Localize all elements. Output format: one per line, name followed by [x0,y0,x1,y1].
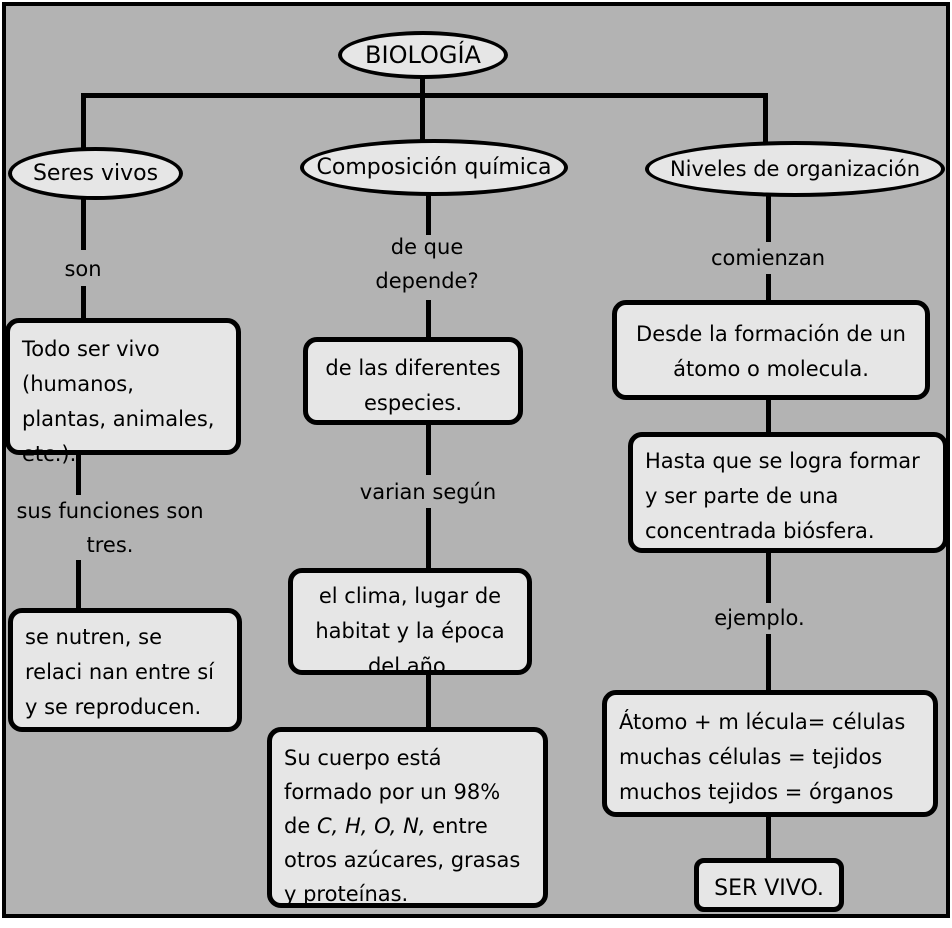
connector-line [81,199,86,250]
node-cuerpo-98-formula: C, H, O, N, [316,814,426,838]
edge-label-comienzan-text: comienzan [710,246,826,270]
edge-label-son-text: son [64,257,102,281]
node-clima-habitat-text: el clima, lugar de habitat y la época del año. [315,584,505,678]
edge-label-comienzan [698,241,838,275]
node-hasta-biosfera [628,432,948,553]
node-diferentes-especies-text: de las diferentes especies. [325,356,501,415]
node-desde-formacion [612,300,930,400]
node-atomo-celulas-line-2: muchas células = tejidos [619,745,883,769]
node-se-nutren [8,608,242,732]
connector-line [81,286,86,320]
node-ser-vivo-text: SER VIVO. [714,876,824,901]
node-niveles-organizacion [645,141,945,197]
node-cuerpo-98-text-2: entre otros azúcares, grasas y proteínas. [284,814,521,906]
edge-label-ejemplo-text: ejemplo. [714,606,805,630]
connector-line [426,195,431,235]
edge-label-sus-funciones-text: sus funciones son tres. [16,499,204,557]
connector-line [76,560,81,610]
node-niveles-organizacion-label: Niveles de organización [669,157,921,181]
node-clima-habitat [288,568,532,678]
edge-label-ejemplo [697,601,822,635]
edge-label-de-que-depende-text: de que depende? [375,235,479,293]
node-composicion-quimica-label: Composición química [316,155,552,180]
node-atomo-celulas-line-3: muchos tejidos = órganos [619,780,894,804]
node-diferentes-especies [303,337,523,425]
node-se-nutren-text: se nutren, se relaci nan entre sí y se reproducen. [25,625,215,719]
connector-line [81,97,86,150]
edge-label-varian-segun-text: varian según [359,480,497,504]
node-biologia-label: BIOLOGÍA [365,41,481,69]
node-seres-vivos-label: Seres vivos [32,161,159,186]
edge-label-son [38,252,128,286]
edge-label-sus-funciones [10,494,210,562]
node-atomo-celulas [602,690,938,817]
connector-line [426,508,431,570]
node-composicion-quimica [300,139,568,196]
connector-line [420,97,425,142]
node-biologia [338,31,508,79]
connector-line [766,274,771,302]
connector-line [766,195,771,242]
node-ser-vivo [694,858,844,912]
node-desde-formacion-text: Desde la formación de un átomo o molecula. [636,322,906,381]
connector-line [766,815,771,860]
node-hasta-biosfera-text: Hasta que se logra formar y ser parte de una concentrada biósfera. [645,449,920,543]
edge-label-de-que-depende [363,230,491,298]
edge-label-varian-segun [338,475,518,509]
connector-line [766,634,771,692]
node-cuerpo-98-text-1: Su cuerpo está formado por un 98% de [284,746,501,838]
connector-line [426,300,431,340]
connector-line [766,398,771,434]
node-todo-ser-vivo [5,318,241,466]
connector-line [763,97,768,144]
connector-line [426,423,431,475]
node-cuerpo-98 [267,727,548,908]
node-atomo-celulas-line-1: Átomo + m lécula= células [619,710,906,734]
node-seres-vivos [8,147,183,200]
node-todo-ser-vivo-text: Todo ser vivo (humanos, plantas, animales, etc.). [22,337,215,466]
connector-line [766,551,771,603]
connector-line [76,452,81,495]
